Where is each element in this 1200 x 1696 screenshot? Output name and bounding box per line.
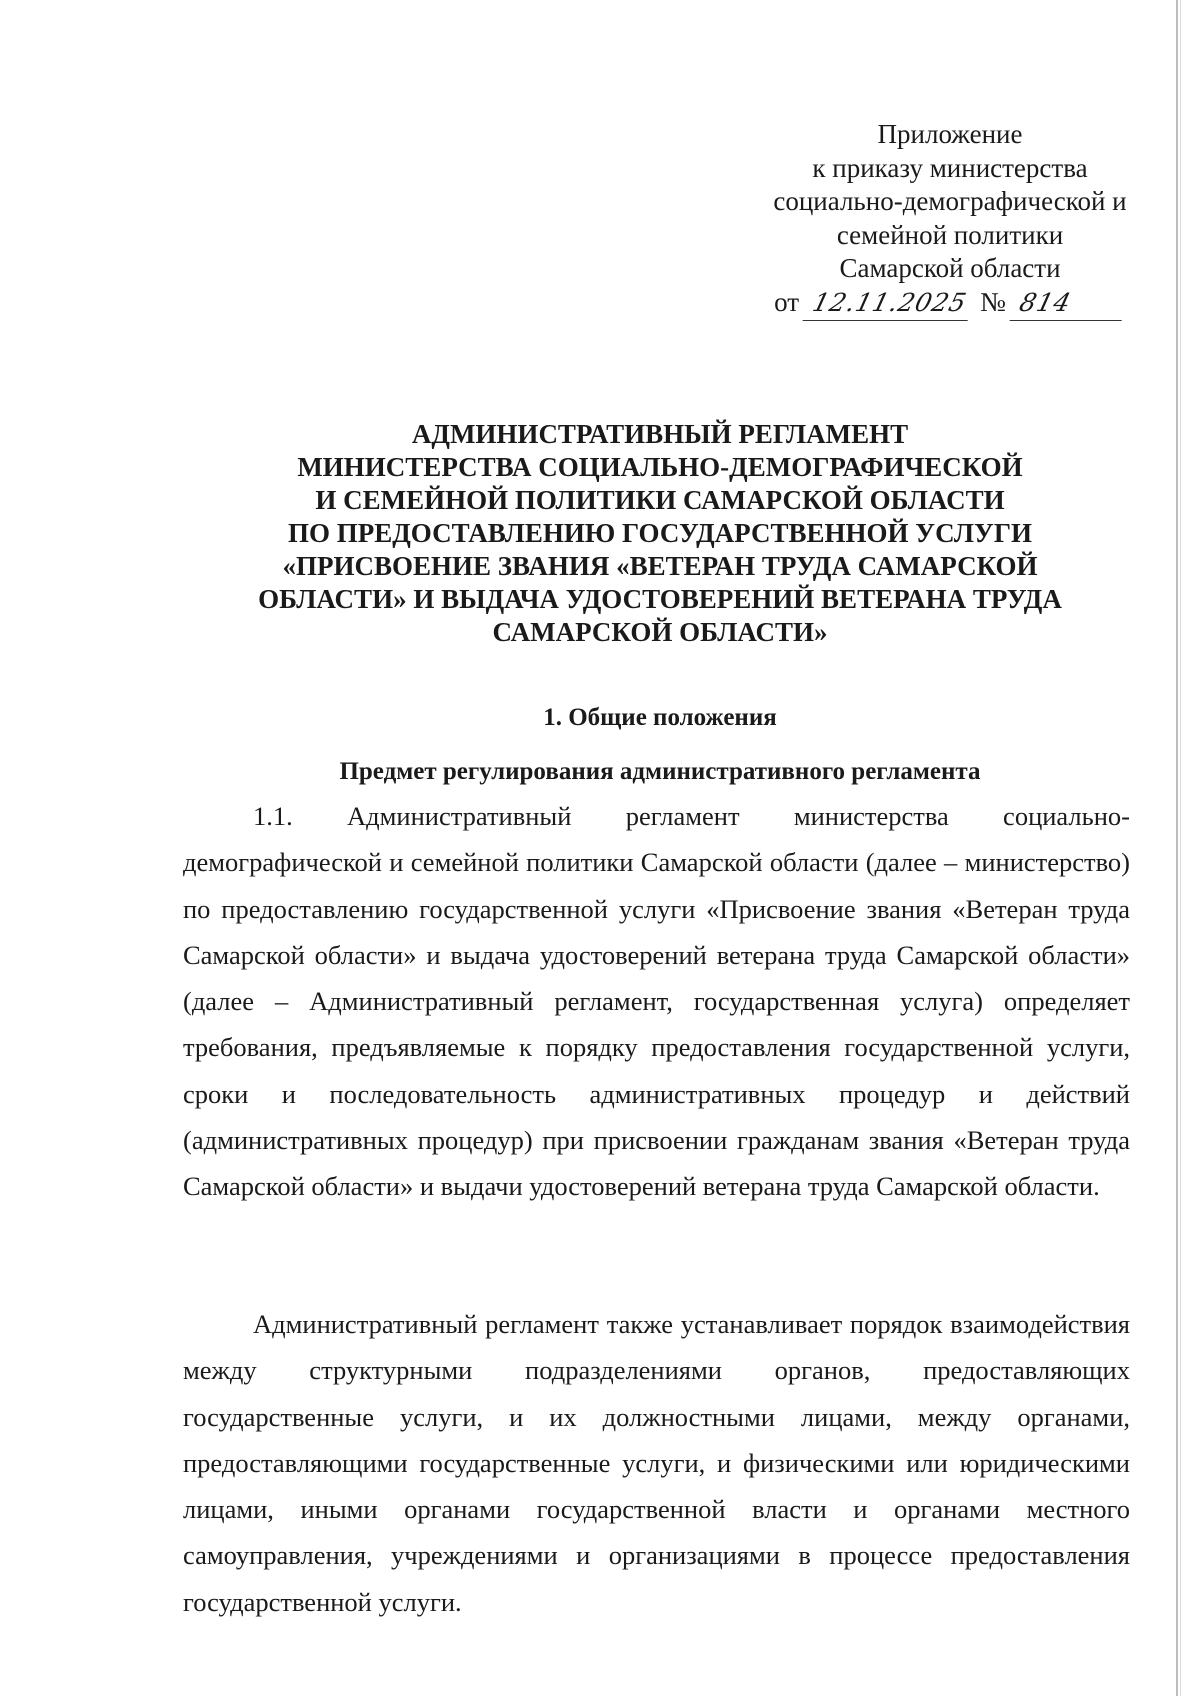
section-heading: 1. Общие положения: [543, 704, 777, 731]
annex-line: Приложение: [877, 119, 1023, 149]
title-line: ПО ПРЕДОСТАВЛЕНИЮ ГОСУДАРСТВЕННОЙ УСЛУГИ: [287, 518, 1033, 548]
title-line: И СЕМЕЙНОЙ ПОЛИТИКИ САМАРСКОЙ ОБЛАСТИ: [315, 485, 1005, 515]
annex-line: к приказу министерства: [812, 152, 1088, 183]
paragraph-1-1: 1.1. Административный регламент министерства социально-демографической и семейной политики Самарской области (далее – министерство) по предоставлению государственной услуги «Присвоение звания «Ветеран труда Самарской области» и выдача удостоверений ветерана труда Самарской области» (далее – Административный регламент, государственная услуга) определяет требования, предъявляемые к порядку предоставления государственной услуги, сроки и последовательность административных процедур и действий (административных процедур) при присвоении гражданам звания «Ветеран труда Самарской области» и выдачи удостоверений ветерана труда Самарской области.: [183, 801, 1130, 1202]
title-line: АДМИНИСТРАТИВНЫЙ РЕГЛАМЕНТ: [411, 419, 909, 449]
annex-date-number: [740, 286, 1160, 321]
annex-line: семейной политики: [836, 219, 1064, 250]
title-line: ОБЛАСТИ» И ВЫДАЧА УДОСТОВЕРЕНИЙ ВЕТЕРАНА ТРУДА: [258, 584, 1062, 614]
title-line: «ПРИСВОЕНИЕ ЗВАНИЯ «ВЕТЕРАН ТРУДА САМАРСКОЙ: [282, 551, 1038, 581]
handwritten-date: 12.11.2025: [803, 286, 977, 321]
date-prefix: от: [774, 286, 800, 317]
annex-block: [740, 118, 1160, 320]
section-subheading: Предмет регулирования административного регламента: [339, 758, 981, 785]
title-line: САМАРСКОЙ ОБЛАСТИ»: [492, 617, 828, 647]
title-line: МИНИСТЕРСТВА СОЦИАЛЬНО-ДЕМОГРАФИЧЕСКОЙ: [297, 452, 1023, 482]
paragraph-2: Административный регламент также устанавливает порядок взаимодействия между структурными подразделениями органов, предоставляющих государственные услуги, и их должностными лицами, между органами, предоставляющими государственные услуги, и физическими или юридическими лицами, иными органами государственной власти и органами местного самоуправления, учреждениями и организациями в процессе предоставления государственной услуги.: [183, 1309, 1130, 1617]
annex-line: Самарской области: [839, 253, 1061, 283]
handwritten-number: 814: [1010, 286, 1131, 321]
number-prefix: №: [980, 286, 1006, 317]
document-title: [160, 418, 1160, 649]
scan-edge-line-secondary: [1180, 0, 1181, 1696]
scan-edge-line: [1176, 0, 1178, 1696]
annex-line: социально-демографической и: [773, 186, 1127, 216]
